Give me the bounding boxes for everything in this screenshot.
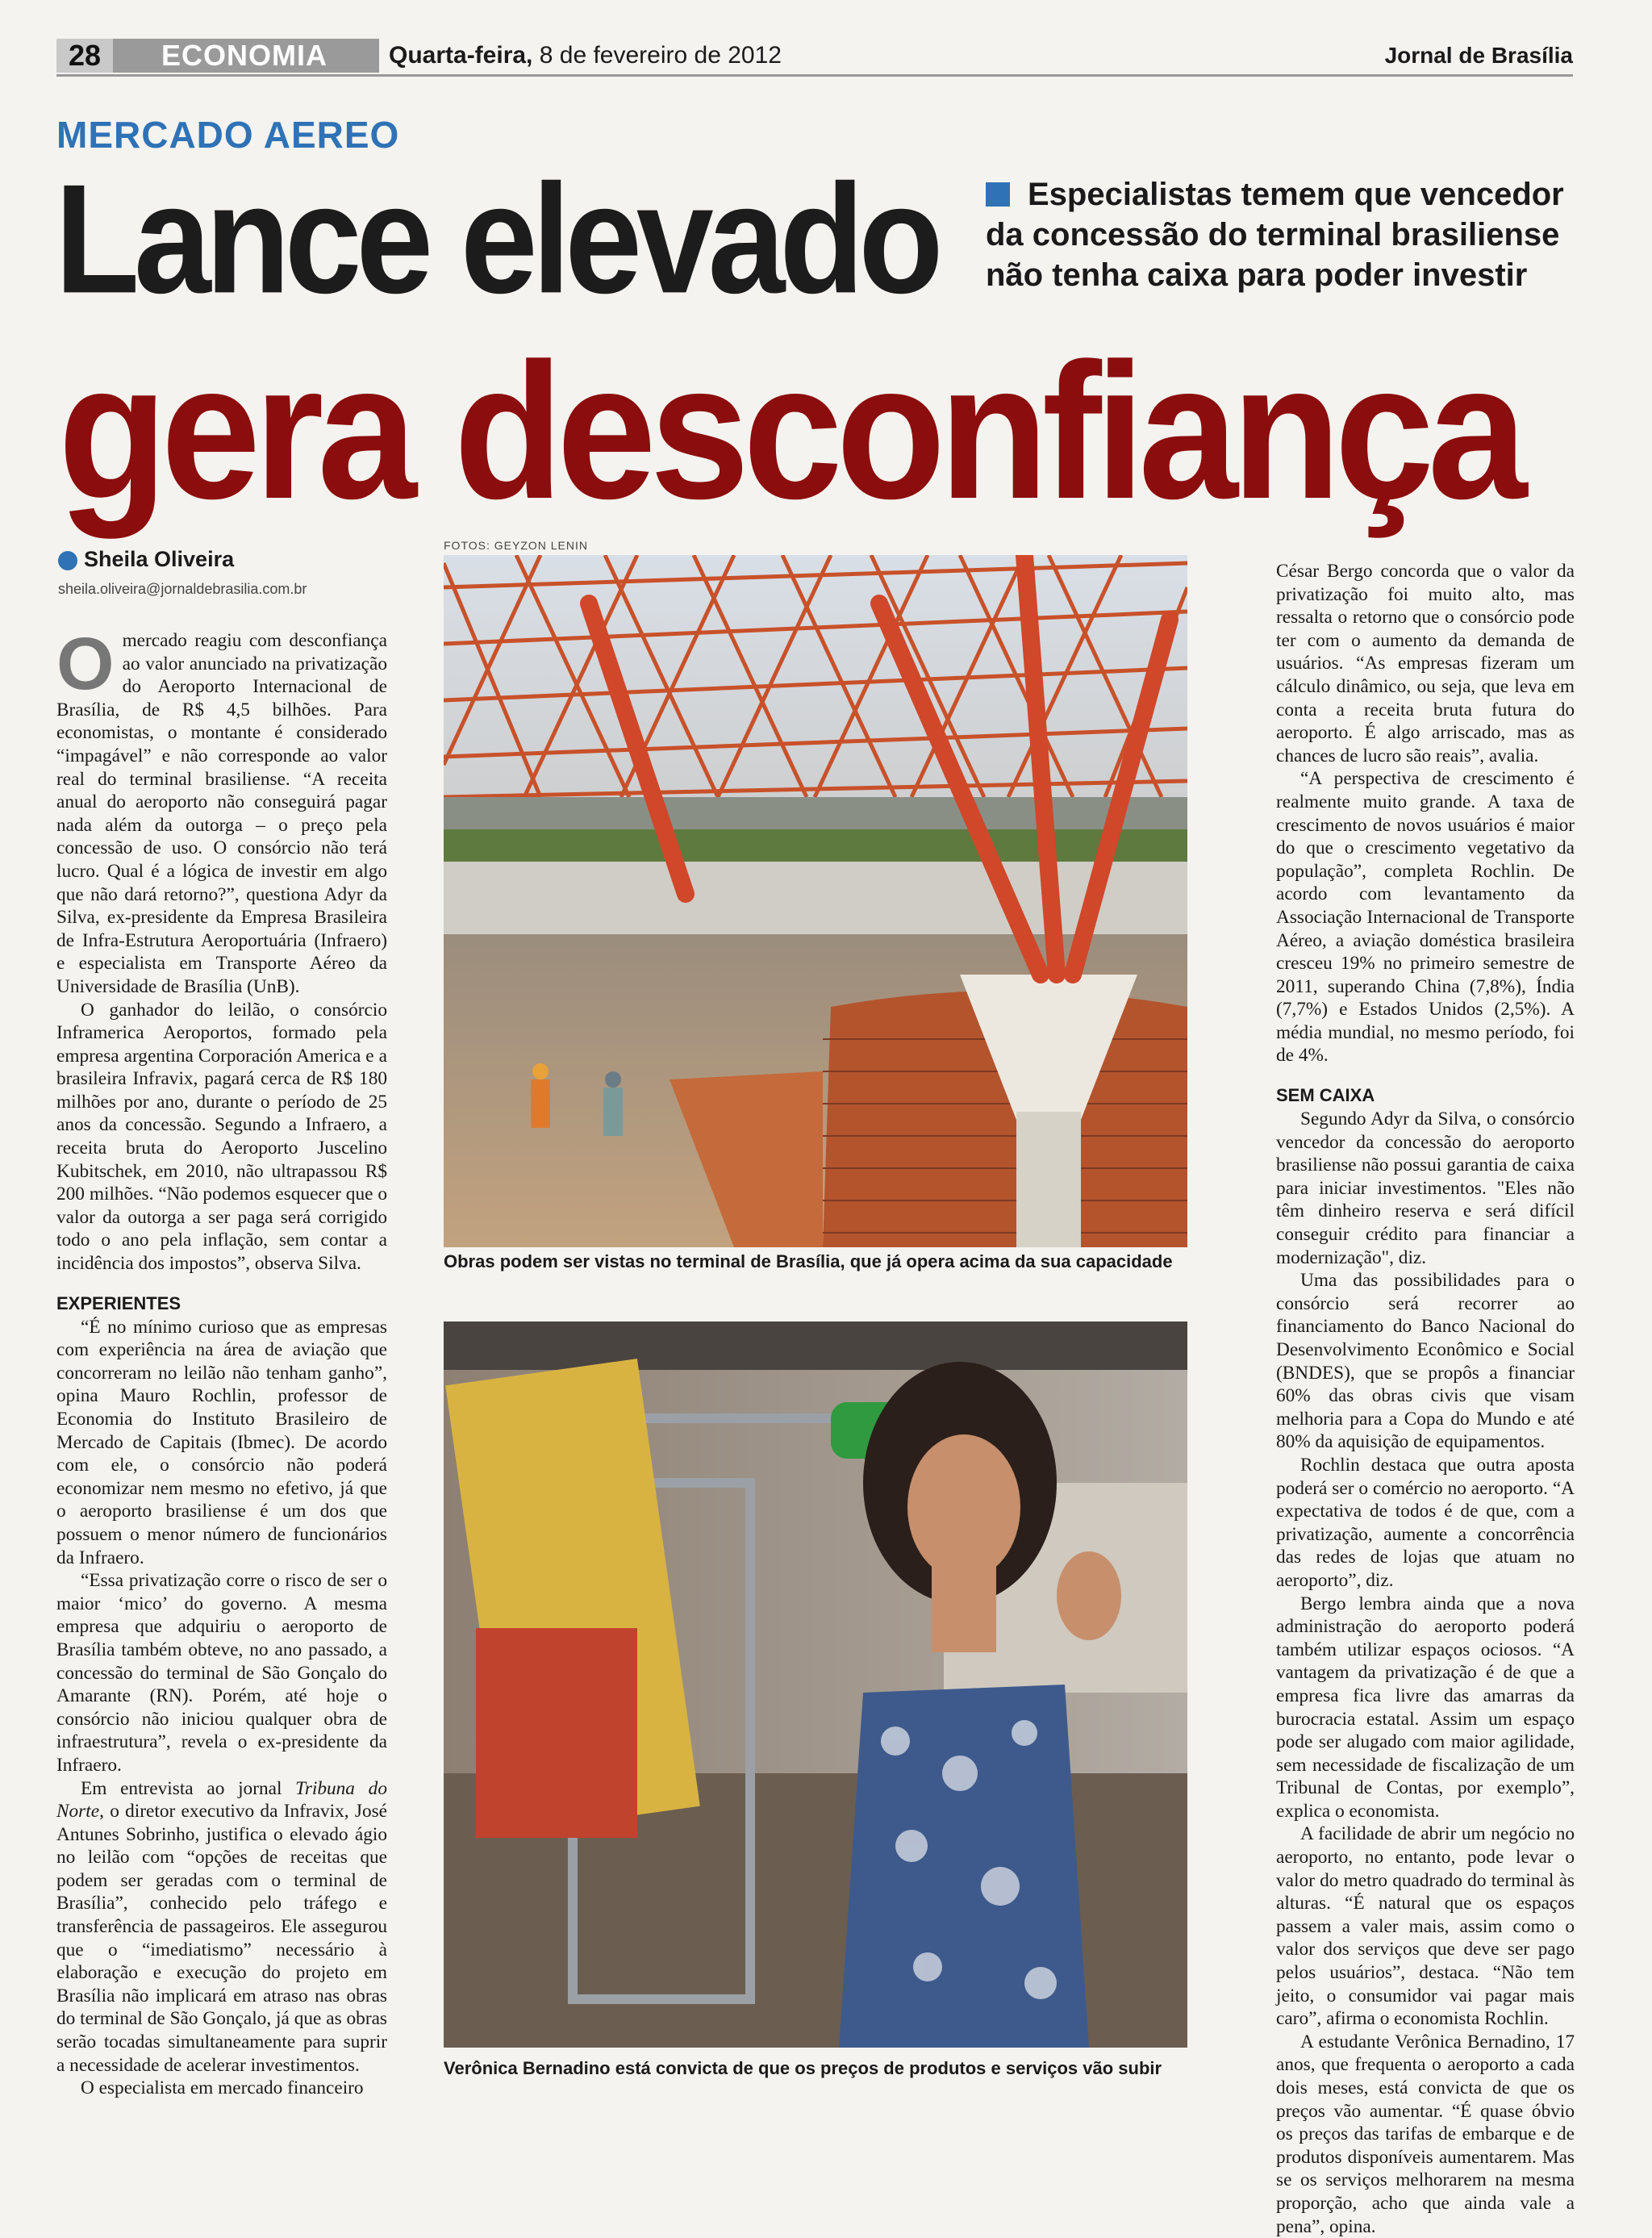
section-label: ECONOMIA: [113, 39, 379, 73]
paragraph: [56, 1777, 387, 2077]
issue-weekday: Quarta-feira,: [389, 42, 533, 69]
paragraph: Segundo Adyr da Silva, o consórcio vencedor da concessão do aeroporto brasiliense não possui garantia de caixa para iniciar investimentos. "Eles não têm dinheiro reserva e será difícil conseguir crédito para financiar a modernização", diz.: [1276, 1109, 1575, 1268]
paragraph: A estudante Verônica Bernadino, 17 anos, que frequenta o aeroporto a cada dois meses, está convicta de que os preços vão aumentar. “É quase óbvio os preços das tarifas de embarque e de produtos disponíveis aumentarem. Mas se os serviços melhorarem na mesma proporção, acho que ainda vale a pena”, opina.: [1276, 2031, 1575, 2237]
paragraph-text: Em entrevista ao jornal: [81, 1777, 296, 1799]
header-divider: [56, 74, 1573, 77]
article-column-left: [56, 623, 387, 2100]
paragraph: [56, 623, 387, 999]
subhead-sem-caixa: SEM CAIXA: [1276, 1085, 1375, 1106]
deck-square-icon: [986, 182, 1010, 207]
subhead-experientes: EXPERIENTES: [56, 1292, 181, 1313]
drop-cap: O: [56, 623, 115, 705]
paragraph: “A perspectiva de crescimento é realmente muito grande. A taxa de crescimento de novos usuários é maior do que o crescimento vegetativo da população”, completa Rochlin. De acordo com levantamento da Associação Internacional de Transporte Aéreo, a aviação doméstica brasileira cresceu 19% no primeiro semestre de 2011, superando China (7,8%), Índia (7,7%) e Estados Unidos (2,5%). A média mundial, no mesmo período, foi de 4%.: [1276, 768, 1575, 1067]
paragraph: César Bergo concorda que o valor da privatização foi muito alto, mas ressalta o retorno que o consórcio pode ter com o aumento da demanda de usuários. “As empresas fizeram um cálculo dinâmico, ou seja, que leva em conta a receita bruta futura do aeroporto. É algo arriscado, mas as chances de lucro são reais”, avalia.: [1276, 561, 1575, 766]
author-name: Sheila Oliveira: [84, 547, 235, 571]
paragraph: Bergo lembra ainda que a nova administração do aeroporto poderá também utilizar espaços ociosos. “A vantagem da privatização é de que a empresa fica livre das amarras da burocracia estatal. Assim um espaço pode ser alugado com maior agilidade, sem necessidade de fiscalização de um Tribunal de Contas, por exemplo”, explica o economista.: [1276, 1593, 1575, 1822]
author-bullet-icon: [58, 551, 77, 570]
article-column-right: [1276, 560, 1575, 2238]
headline-line-1: Lance elevado: [55, 152, 938, 326]
paragraph-text: , o diretor executivo da Infravix, José Antunes Sobrinho, justifica o elevado ágio no leilão com “opções de receitas que podem ser geradas com o terminal de Brasília”, conhecido pelo tráfego e transferência de passageiros. Ele assegurou que o “imediatismo” necessário à elaboração e execução do projeto em Brasília não implicará em atraso nas obras do terminal de São Gonçalo, já que as obras serão tocadas simultaneamente para suprir a necessidade de acelerar investimentos.: [56, 1801, 387, 2076]
paragraph: “É no mínimo curioso que as empresas com experiência na área de aviação que concorreram no leilão não tenham ganho”, opina Mauro Rochlin, professor de Economia do Instituto Brasileiro de Mercado de Capitais (Ibmec). De acordo com ele, o consórcio não poderá economizar nem mesmo no efetivo, já que o aeroporto brasiliense é um dos que possuem o menor número de funcionários da Infraero.: [56, 1316, 387, 1568]
paragraph: O ganhador do leilão, o consórcio Inframerica Aeroportos, formado pela empresa argentina Corporación America e a brasileira Infravix, pagará cerca de R$ 180 milhões por ano, durante o período de 25 anos da concessão. Segundo a Infraero, a receita bruta do Aeroporto Juscelino Kubitschek, em 2010, não ultrapassou R$ 200 milhões. “Não podemos esquecer que o valor da outorga a ser paga será corrigido todo o ano pela inflação, sem contar a incidência dos impostos”, observa Silva.: [56, 999, 387, 1275]
paragraph: O especialista em mercado financeiro: [81, 2077, 364, 2099]
paragraph: “Essa privatização corre o risco de ser o maior ‘mico’ do governo. A mesma empresa que adquiriu o aeroporto de Brasília também obteve, no ano passado, a concessão do terminal de São Gonçalo do Amarante (RN). Porém, até hoje o consórcio não iniciou qualquer obra de infraestrutura”, revela o ex-presidente da Infraero.: [56, 1570, 387, 1776]
student-photo: [444, 1322, 1187, 2048]
paragraph: A facilidade de abrir um negócio no aeroporto, no entanto, pode levar o valor do metro quadrado do terminal às alturas. “É natural que os espaços passem a valer mais, assim como o valor dos serviços que deve ser pago pelos usuários”, destaca. “Não tem jeito, o consumidor vai pagar mais caro”, afirma o economista Rochlin.: [1276, 1823, 1575, 2030]
photo-caption-2: Verônica Bernadino está convicta de que os preços de produtos e serviços vão subir: [444, 2058, 1162, 2078]
article-kicker: MERCADO AEREO: [56, 114, 400, 156]
headline-line-2: gera desconfiança: [58, 323, 1521, 540]
newspaper-name: Jornal de Brasília: [1384, 43, 1573, 68]
paragraph: Rochlin destaca que outra aposta poderá ser o comércio no aeroporto. “A expectativa de todos é de que, com a privatização, aumente a concorrência das redes de lojas que atuam no aeroporto”, diz.: [1276, 1454, 1575, 1591]
deck-text: Especialistas temem que vencedor da concessão do terminal brasiliense não tenha caixa para poder investir: [986, 177, 1564, 293]
issue-date: [389, 39, 782, 73]
paragraph: Uma das possibilidades para o consórcio será recorrer ao financiamento do Banco Nacional do Desenvolvimento Econômico e Social (BNDES), que se propôs a financiar 60% das obras civis que visam melhoria para a Copa do Mundo e até 80% da aquisição de equipamentos.: [1276, 1270, 1575, 1453]
paragraph-text: mercado reagiu com desconfiança ao valor anunciado na privatização do Aeroporto Internacional de Brasília, de R$ 4,5 bilhões. Para economistas, o montante é considerado “impagável” e não corresponde ao valor real do terminal brasiliense. “A receita anual do aeroporto não conseguirá pagar nada além da outorga – o preço pela concessão de uso. O consórcio não terá lucro. Qual é a lógica de investir em algo que não dará retorno?”, questiona Adyr da Silva, ex-presidente da Empresa Brasileira de Infra-Estrutura Aeroportuária (Infraero) e especialista em Transporte Aéreo da Universidade de Brasília (UnB).: [56, 630, 387, 997]
issue-date-text: 8 de fevereiro de 2012: [539, 42, 782, 69]
page-number: 28: [56, 39, 113, 73]
photo-credit: FOTOS: GEYZON LENIN: [444, 539, 588, 552]
photo-caption-1: Obras podem ser vistas no terminal de Brasília, que já opera acima da sua capacidade: [444, 1251, 1173, 1271]
article-deck: [986, 174, 1599, 295]
newspaper-reference: Tribuna do Norte: [56, 1777, 387, 1823]
construction-photo: [444, 555, 1187, 1247]
author-email[interactable]: sheila.oliveira@jornaldebrasilia.com.br: [58, 581, 307, 597]
